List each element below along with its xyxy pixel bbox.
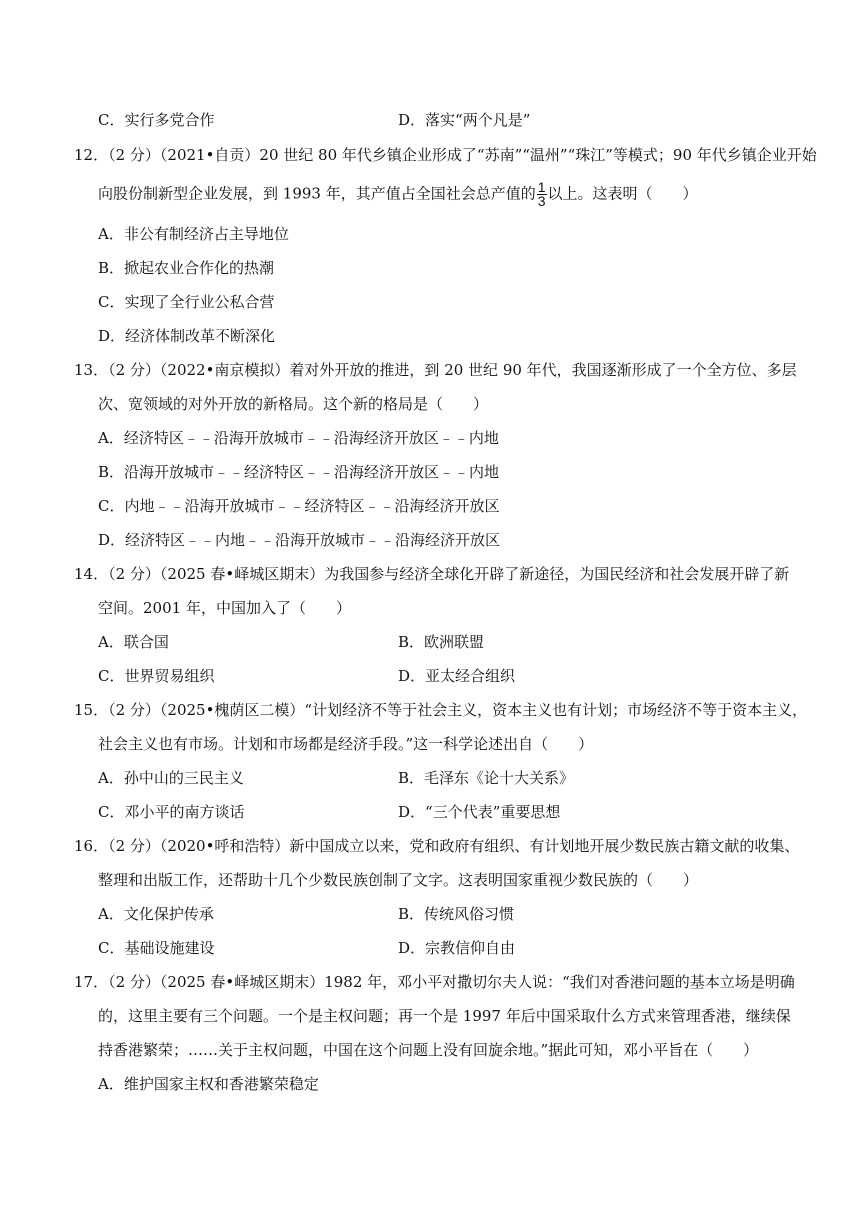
q16-stem-line2: 整理和出版工作，还帮助十几个少数民族创制了文字。这表明国家重视少数民族的（ ） — [98, 871, 699, 889]
q12-stem-line1: 12．（2 分）（2021•自贡）20 世纪 80 年代乡镇企业形成了“苏南”“温州”“珠江”等模式；90 年代乡镇企业开始 — [74, 146, 817, 164]
q15-stem-line1: 15．（2 分）（2025•槐荫区二模）“计划经济不等于社会主义，资本主义也有计划；市场经济不等于资本主义， — [74, 701, 808, 719]
q12-option-a: A．非公有制经济占主导地位 — [98, 225, 289, 243]
q12-option-c: C．实现了全行业公私合营 — [98, 293, 275, 311]
q13-option-d: D．经济特区﹣﹣内地﹣﹣沿海开放城市﹣﹣沿海经济开放区 — [98, 531, 501, 549]
q15-option-a: A．孙中山的三民主义 — [98, 769, 244, 787]
q15-option-b: B．毛泽东《论十大关系》 — [398, 769, 575, 787]
q17-stem-line1: 17．（2 分）（2025 春•峄城区期末）1982 年，邓小平对撒切尔夫人说：“我们对香港问题的基本立场是明确 — [74, 973, 795, 991]
q16-option-d: D．宗教信仰自由 — [398, 939, 516, 957]
q12-stem-line2-after: 以上。这表明（ ） — [547, 184, 698, 203]
fraction-one-third — [537, 181, 547, 208]
q15-option-c: C．邓小平的南方谈话 — [98, 803, 245, 821]
q12-option-b: B．掀起农业合作化的热潮 — [98, 259, 275, 277]
q12-option-d: D．经济体制改革不断深化 — [98, 327, 276, 345]
q12-stem-line2-before: 向股份制新型企业发展，到 1993 年，其产值占全国社会总产值的 — [98, 184, 536, 203]
q13-option-c: C．内地﹣﹣沿海开放城市﹣﹣经济特区﹣﹣沿海经济开放区 — [98, 497, 500, 515]
q14-option-a: A．联合国 — [98, 633, 169, 651]
fraction-numerator: 1 — [537, 179, 546, 195]
q17-stem-line2: 的，这里主要有三个问题。一个是主权问题；再一个是 1997 年后中国采取什么方式来管理香港，继续保 — [98, 1007, 791, 1025]
q15-stem-line2: 社会主义也有市场。计划和市场都是经济手段。”这一科学论述出自（ ） — [98, 735, 594, 753]
q13-option-b: B．沿海开放城市﹣﹣经济特区﹣﹣沿海经济开放区﹣﹣内地 — [98, 463, 500, 481]
q15-option-d: D．“三个代表”重要思想 — [398, 803, 561, 821]
q11-option-d: D．落实“两个凡是” — [398, 111, 531, 129]
q14-stem-line2: 空间。2001 年，中国加入了（ ） — [98, 599, 351, 617]
q13-stem-line2: 次、宽领域的对外开放的新格局。这个新的格局是（ ） — [98, 395, 489, 413]
q17-stem-line3: 持香港繁荣；……关于主权问题，中国在这个问题上没有回旋余地。”据此可知，邓小平旨在（ ） — [98, 1041, 759, 1059]
q17-option-a: A．维护国家主权和香港繁荣稳定 — [98, 1075, 319, 1093]
q13-stem-line1: 13．（2 分）（2022•南京模拟）着对外开放的推进，到 20 世纪 90 年代，我国逐渐形成了一个全方位、多层 — [74, 361, 797, 379]
q14-option-c: C．世界贸易组织 — [98, 667, 215, 685]
fraction-denominator: 3 — [537, 193, 546, 209]
q12-stem-line2 — [98, 179, 698, 209]
q14-option-d: D．亚太经合组织 — [398, 667, 516, 685]
q16-stem-line1: 16．（2 分）（2020•呼和浩特）新中国成立以来，党和政府有组织、有计划地开展少数民族古籍文献的收集、 — [74, 837, 800, 855]
q16-option-c: C．基础设施建设 — [98, 939, 215, 957]
q14-stem-line1: 14．（2 分）（2025 春•峄城区期末）为我国参与经济全球化开辟了新途径，为国民经济和社会发展开辟了新 — [74, 565, 790, 583]
q13-option-a: A．经济特区﹣﹣沿海开放城市﹣﹣沿海经济开放区﹣﹣内地 — [98, 429, 499, 447]
q11-option-c: C．实行多党合作 — [98, 111, 215, 129]
q16-option-a: A．文化保护传承 — [98, 905, 214, 923]
q16-option-b: B．传统风俗习惯 — [398, 905, 515, 923]
q14-option-b: B．欧洲联盟 — [398, 633, 485, 651]
